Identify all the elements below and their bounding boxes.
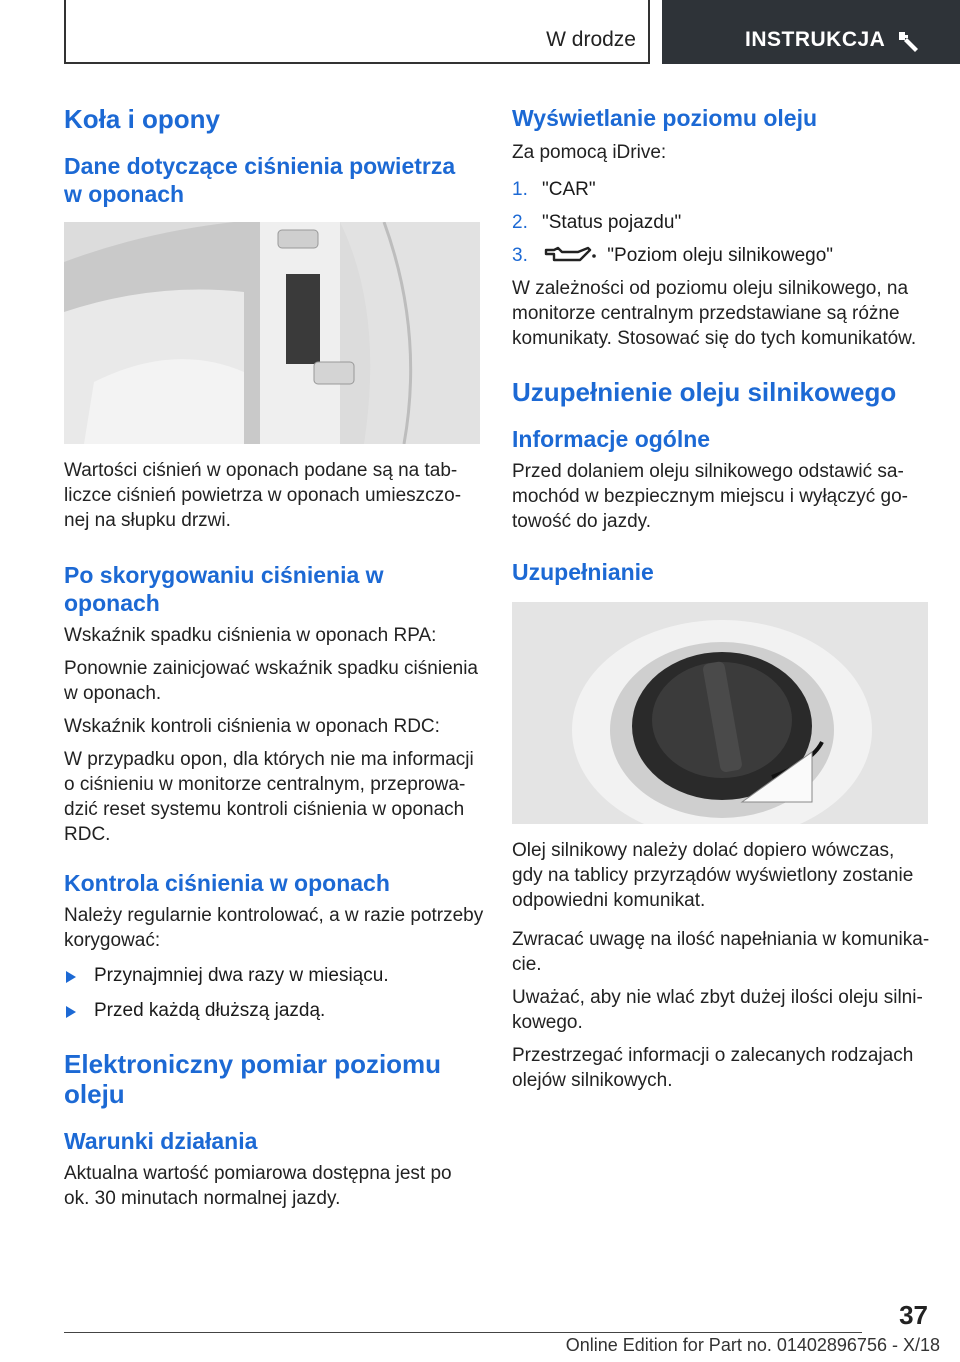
paragraph-operating-conditions: Aktualna wartość pomiarowa dostępna jest po ok. 30 minutach normalnej jazdy.	[64, 1163, 452, 1209]
paragraph-pressure-values: Wartości ciśnień w oponach podane są na tab-liczce ciśnień powietrza w oponach umieszczo-nej na słupku drzwi.	[64, 460, 462, 531]
oil-filler-cap-image	[512, 602, 928, 824]
footer-rule	[64, 1332, 862, 1333]
paragraph-check-quantity: Zwracać uwagę na ilość napełniania w komunika-cie.	[512, 929, 930, 975]
oil-filler-cap-illustration	[512, 602, 928, 824]
header-tab-label[interactable]: INSTRUKCJA	[745, 28, 886, 51]
list-item: Przynajmniej dwa razy w miesiącu.	[64, 963, 484, 988]
list-item: 2. "Status pojazdu"	[512, 212, 682, 233]
list-item: Przed każdą dłuższą jazdą.	[64, 998, 484, 1023]
left-column	[64, 100, 484, 1211]
idrive-steps-list	[512, 177, 932, 268]
paragraph-do-not-overfill: Uważać, aby nie wlać zbyt dużej ilości oleju silni-kowego.	[512, 987, 923, 1033]
heading-general-information: Informacje ogólne	[512, 426, 711, 452]
oil-can-icon	[542, 244, 596, 264]
paragraph-add-oil-when: Olej silnikowy należy dolać dopiero wówczas, gdy na tablicy przyrządów wyświetlony zostanie odpowiedni komunikat.	[512, 840, 914, 911]
paragraph-park-vehicle: Przed dolaniem oleju silnikowego odstawić sa-mochód w bezpiecznym miejscu i wyłączyć go-towość do jazdy.	[512, 461, 908, 532]
paragraph-oil-messages: W zależności od poziomu oleju silnikowego, na monitorze centralnym przedstawiane są różne komunikaty. Stosować się do tych komunikatów.	[512, 278, 917, 349]
paragraph-rpa-reinit: Ponownie zainicjować wskaźnik spadku ciśnienia w oponach.	[64, 658, 478, 704]
paragraph-rdc-label: Wskaźnik kontroli ciśnienia w oponach RDC:	[64, 716, 440, 737]
heading-oil-level-display: Wyświetlanie poziomu oleju	[512, 105, 818, 131]
heading-electronic-oil-measurement: Elektroniczny pomiar poziomu oleju	[64, 1049, 442, 1109]
right-column	[512, 100, 932, 1093]
page-number: 37	[899, 1300, 928, 1330]
paragraph-follow-oil-info: Przestrzegać informacji o zalecanych rodzajach olejów silnikowych.	[512, 1045, 914, 1091]
heading-tire-pressure-check: Kontrola ciśnienia w oponach	[64, 870, 390, 896]
heading-wheels-tires: Koła i opony	[64, 104, 220, 134]
heading-tire-pressure-data: Dane dotyczące ciśnienia powietrza w oponach	[64, 153, 456, 207]
heading-after-pressure-correction: Po skorygowaniu ciśnienia w oponach	[64, 562, 384, 616]
paragraph-rpa-label: Wskaźnik spadku ciśnienia w oponach RPA:	[64, 625, 437, 646]
bullet-triangle-icon	[66, 971, 76, 983]
heading-topping-up-engine-oil: Uzupełnienie oleju silnikowego	[512, 377, 897, 407]
header-rule-mid	[648, 0, 650, 64]
list-item: 3. "Poziom oleju silnikowego"	[512, 245, 834, 266]
header-rule-left	[64, 0, 66, 64]
door-pillar-illustration	[64, 222, 480, 444]
header-section-title: W drodze	[546, 28, 636, 51]
check-interval-list	[64, 963, 484, 1023]
list-item: 1. "CAR"	[512, 179, 596, 200]
paragraph-rdc-reset: W przypadku opon, dla których nie ma informacji o ciśnieniu w monitorze centralnym, przeprowa-dzić reset systemu kontroli ciśnienia w oponach RDC.	[64, 749, 474, 845]
header-rule-bottom	[64, 62, 650, 64]
door-pillar-image	[64, 222, 480, 444]
bullet-triangle-icon	[66, 1006, 76, 1018]
paragraph-regular-check: Należy regularnie kontrolować, a w razie potrzeby korygować:	[64, 905, 484, 951]
wrench-icon	[896, 28, 922, 54]
paragraph-via-idrive: Za pomocą iDrive:	[512, 142, 667, 163]
footer-edition: Online Edition for Part no. 01402896756 - X/18	[565, 1335, 940, 1355]
heading-topping-up: Uzupełnianie	[512, 559, 654, 585]
heading-operating-conditions: Warunki działania	[64, 1128, 258, 1154]
